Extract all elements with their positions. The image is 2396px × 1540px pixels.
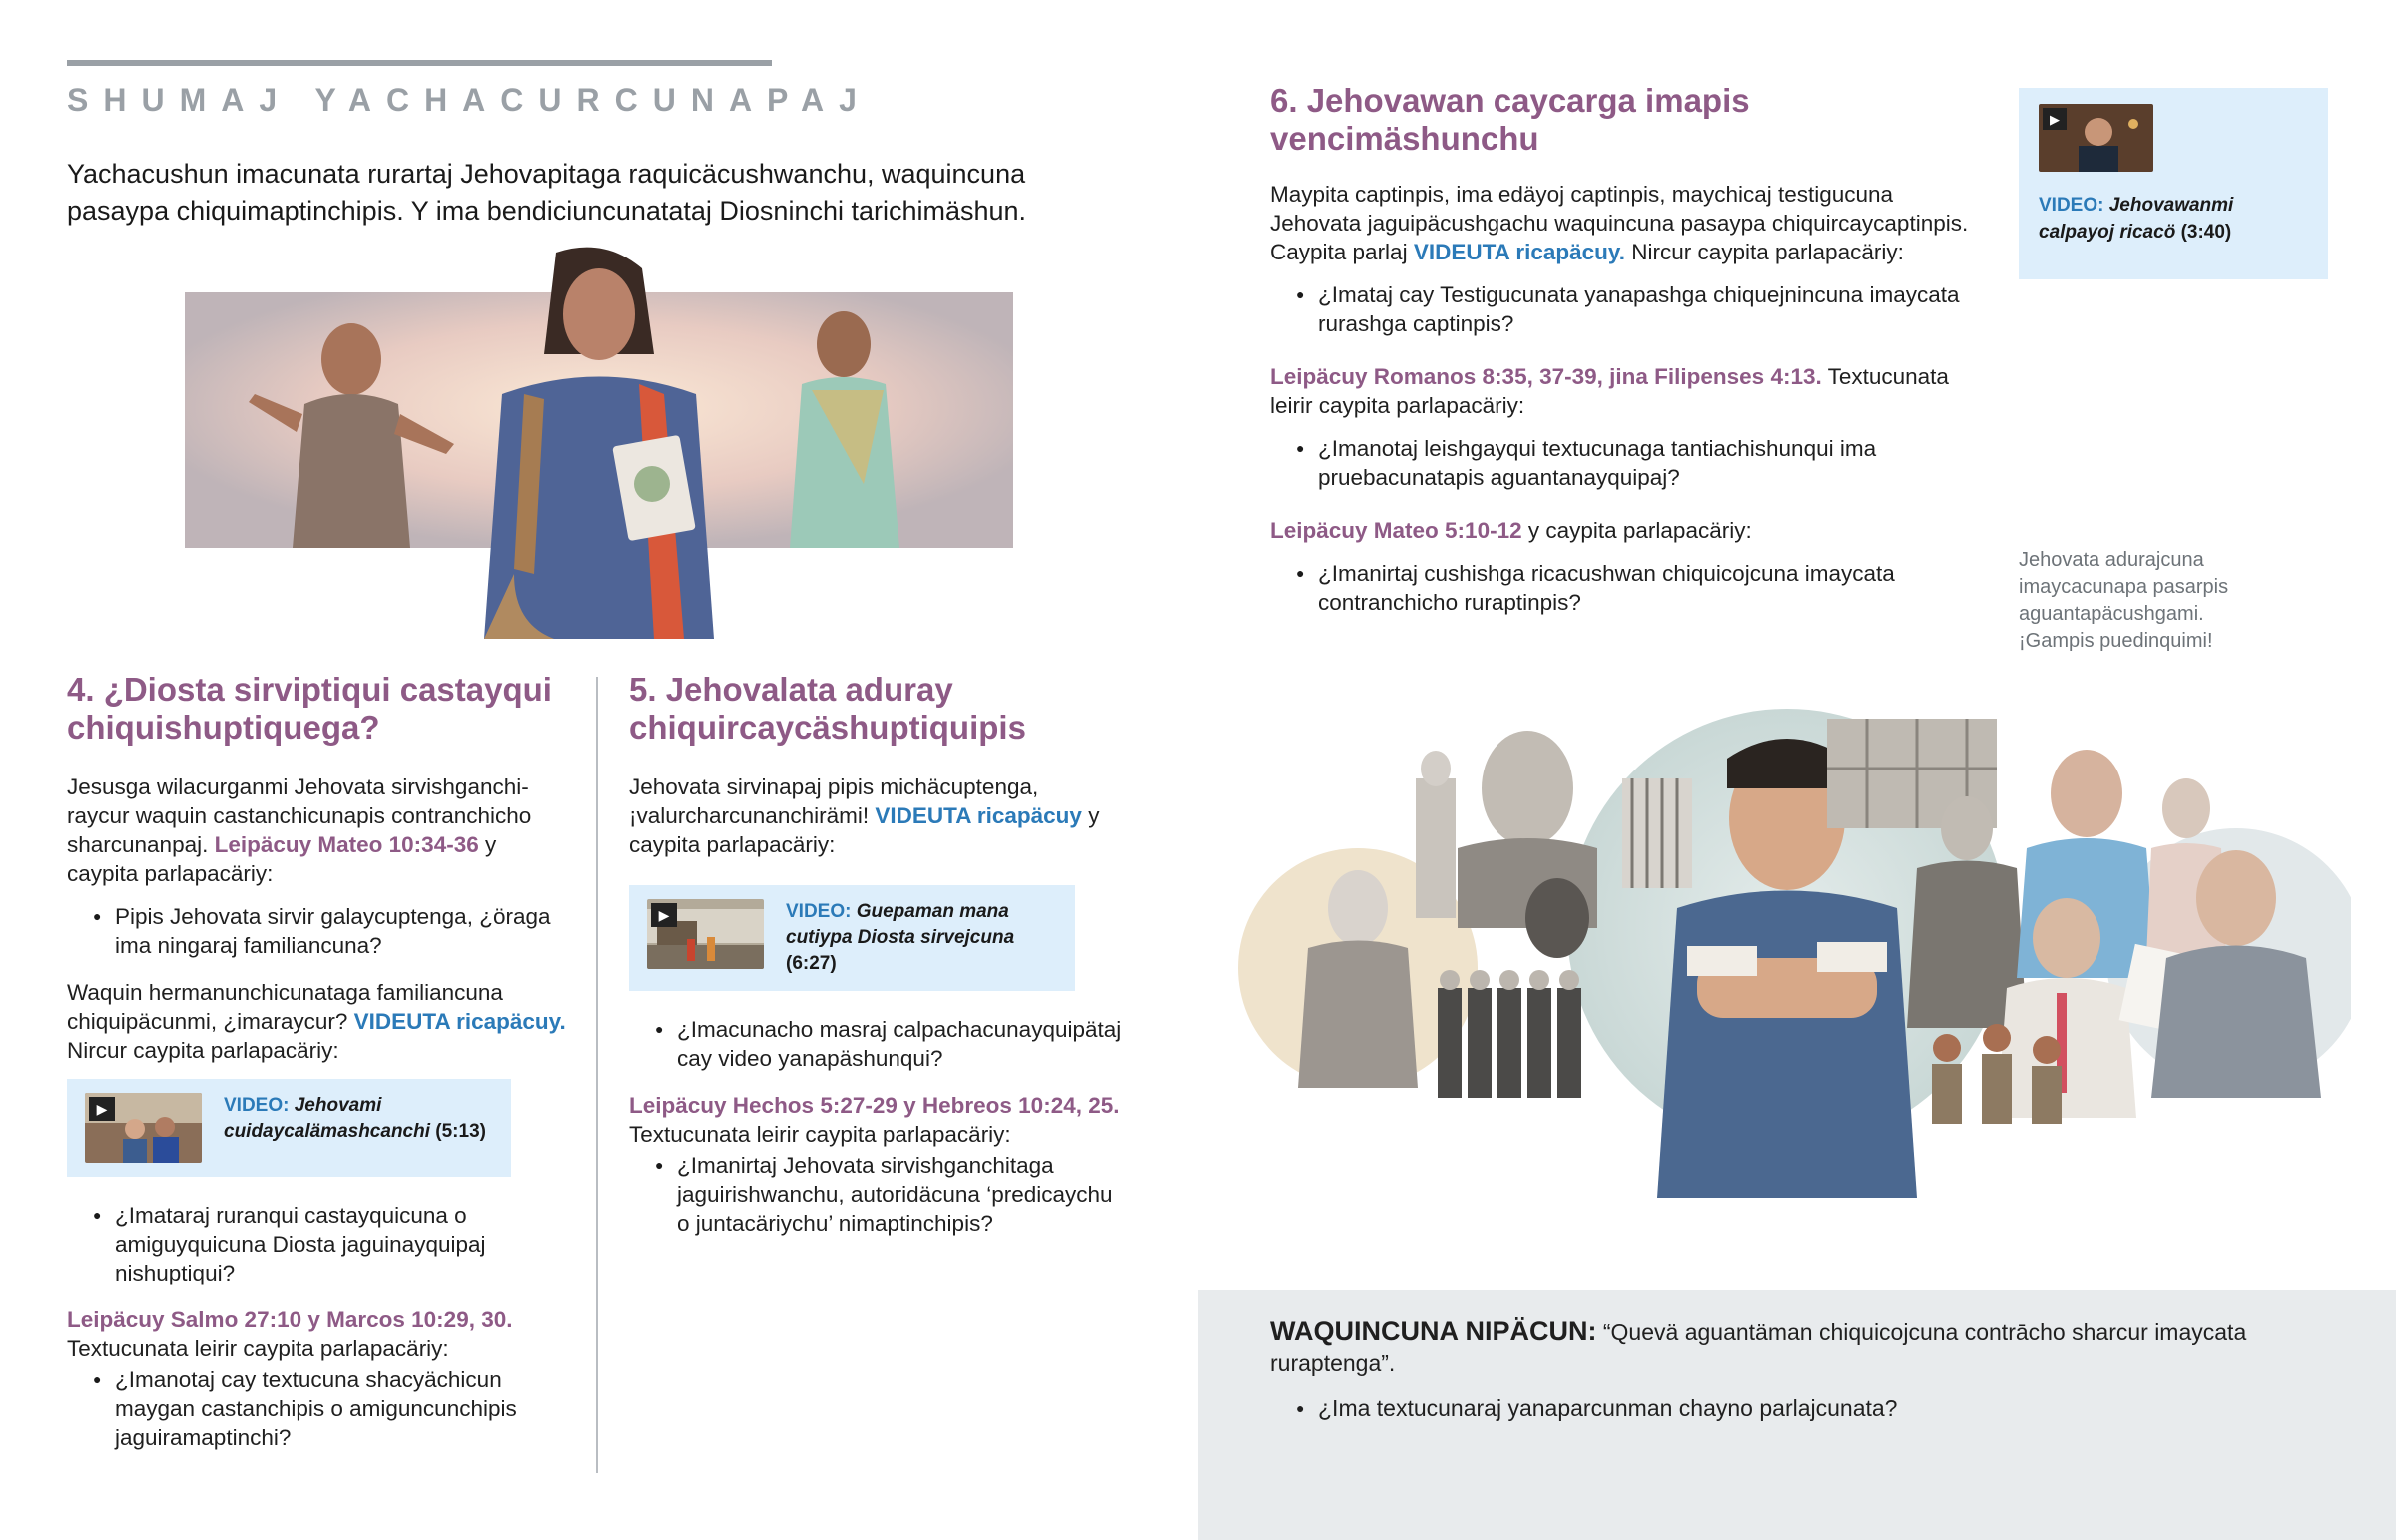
- video-thumbnail[interactable]: [647, 899, 764, 969]
- paragraph-text: Jehovata sirvinapaj pipis michäcuptenga, ¡valurcharcunanchirämi!: [629, 774, 1039, 828]
- scripture-reference[interactable]: Leipäcuy Romanos 8:35, 37-39, jina Filipenses 4:13.: [1270, 364, 1822, 389]
- scripture-reference[interactable]: Leipäcuy Hechos 5:27-29 y Hebreos 10:24, 25.: [629, 1093, 1120, 1118]
- discussion-question: ● ¿Imanirtaj cushishga ricacushwan chiquicojcuna imaycata contranchicho ruraptinpis?: [1270, 559, 1969, 617]
- paragraph-text: Jesusga wilacurganmi Jehovata sirvishganchi-raycur waquin castanchicunapis contranchicho sharcunanpaj.: [67, 774, 532, 857]
- video-card[interactable]: [2019, 88, 2328, 279]
- video-title: Jehovawanmi calpayoj ricacö: [2039, 195, 2234, 243]
- video-caption: [2039, 192, 2308, 246]
- section-5-paragraph: [629, 772, 1128, 859]
- discussion-question: ● ¿Ima textucunaraj yanaparcunman chayno parlajcunata?: [1270, 1393, 2328, 1424]
- paragraph-text: Textucunata leirir caypita parlapacäriy:: [629, 1122, 1011, 1147]
- question-list: [629, 1151, 1128, 1238]
- video-card[interactable]: [629, 885, 1075, 991]
- video-thumbnail[interactable]: [85, 1093, 202, 1163]
- section-4: [67, 671, 566, 1470]
- question-list: [1270, 280, 1969, 338]
- discussion-question: ● ¿Imanotaj cay textucuna shacyächicun maygan castanchipis o amiguncunchipis jaguiramaptinchi?: [67, 1365, 566, 1452]
- discussion-question: ● Pipis Jehovata sirvir galaycuptenga, ¿öraga ima ningaraj familiancuna?: [67, 902, 566, 960]
- video-thumbnail[interactable]: [2039, 104, 2153, 172]
- video-duration: (6:27): [786, 953, 837, 974]
- section-4-title: 4. ¿Diosta sirviptiqui castayqui chiquishuptiquega?: [67, 671, 552, 746]
- header-rule: [67, 60, 772, 66]
- section-6-reading: [1270, 362, 1969, 420]
- objection-box: [1198, 1290, 2396, 1540]
- section-6-paragraph: [1270, 180, 1969, 266]
- video-label: VIDEO:: [786, 901, 852, 922]
- objection-content: [1270, 1316, 2328, 1424]
- question-list: [629, 1015, 1128, 1073]
- discussion-question: ● ¿Imacunacho masraj calpachacunayquipätaj cay video yanapäshunqui?: [629, 1015, 1128, 1073]
- question-list: [67, 902, 566, 960]
- question-list: [67, 1365, 566, 1452]
- section-6: [1270, 82, 1969, 635]
- objection-quote: “Quevä aguantäman chiquicojcuna contrācho sharcur imaycata ruraptenga”.: [1270, 1319, 2247, 1376]
- video-link[interactable]: VIDEUTA ricapäcuy.: [353, 1009, 566, 1034]
- discussion-question: ● ¿Imataj cay Testigucunata yanapashga chiquejnincuna imaycata rurashga captinpis?: [1270, 280, 1969, 338]
- illustration-caption: Jehovata adurajcuna imaycacunapa pasarpis aguantapäcushgami. ¡Gampis puedinquimi!: [2019, 549, 2229, 652]
- video-title: Jehovami cuidaycalämashcanchi: [224, 1095, 430, 1142]
- column-divider: [596, 677, 598, 1473]
- scripture-reference[interactable]: Leipäcuy Salmo 27:10 y Marcos 10:29, 30.: [67, 1307, 513, 1332]
- intro-paragraph: Yachacushun imacunata rurartaj Jehovapitaga raquicäcushwanchu, waquincuna pasaypa chiquimaptinchipis. Y ima bendiciuncunatataj Diosninchi tarichimäshun.: [67, 159, 1027, 226]
- faithful-witnesses-illustration: [1228, 699, 2351, 1218]
- discussion-question: ● ¿Imanotaj leishgayqui textucunaga tantiachishunqui ima pruebacunatapis aguantanayquipaj?: [1270, 434, 1969, 492]
- paragraph-text: y caypita parlapacäriy:: [629, 803, 1100, 857]
- video-card[interactable]: [67, 1079, 511, 1177]
- section-5-reading: [629, 1091, 1128, 1149]
- section-4-reading: [67, 1305, 566, 1363]
- scripture-reference[interactable]: Leipäcuy Mateo 10:34-36: [214, 832, 479, 857]
- video-label: VIDEO:: [224, 1095, 290, 1116]
- section-6-reading: [1270, 516, 1969, 545]
- paragraph-text: y caypita parlapacäriy:: [67, 832, 497, 886]
- play-icon[interactable]: ▶: [2043, 108, 2067, 130]
- question-list: [67, 1201, 566, 1287]
- section-6-title: 6. Jehovawan caycarga imapis vencimäshunchu: [1270, 82, 1750, 157]
- paragraph-text: Nircur caypita parlapacäriy:: [1624, 240, 1904, 264]
- discussion-question: ● ¿Imanirtaj Jehovata sirvishganchitaga jaguirishwanchu, autoridäcuna ‘predicaychu o juntacäriychu’ nimaptinchipis?: [629, 1151, 1128, 1238]
- objection-statement: [1270, 1316, 2328, 1379]
- video-caption: [786, 899, 1057, 977]
- question-list: [1270, 1393, 2328, 1424]
- question-list: [1270, 434, 1969, 492]
- section-5: [629, 671, 1128, 1256]
- section-5-title: 5. Jehovalata aduray chiquircaycäshuptiquipis: [629, 671, 1026, 746]
- paragraph-text: y caypita parlapacäriy:: [1521, 518, 1752, 543]
- paragraph-text: Waquin hermanunchicunataga familiancuna chiquipäcunmi, ¿imaraycur?: [67, 980, 503, 1034]
- section-4-paragraph: [67, 772, 566, 888]
- question-list: [1270, 559, 1969, 617]
- paragraph-text: Nircur caypita parlapacäriy:: [67, 1038, 339, 1063]
- scripture-reference[interactable]: Leipäcuy Mateo 5:10-12: [1270, 518, 1522, 543]
- video-link[interactable]: VIDEUTA ricapäcuy: [875, 803, 1082, 828]
- family-opposition-illustration: [185, 245, 1013, 639]
- video-link[interactable]: VIDEUTA ricapäcuy.: [1413, 240, 1625, 264]
- video-duration: (5:13): [435, 1121, 486, 1142]
- discussion-question: ● ¿Imataraj ruranqui castayquicuna o amiguyquicuna Diosta jaguinayquipaj nishuptiqui?: [67, 1201, 566, 1287]
- video-label: VIDEO:: [2039, 195, 2104, 216]
- objection-heading: WAQUINCUNA NIPÄCUN:: [1270, 1316, 1597, 1346]
- video-duration: (3:40): [2180, 222, 2232, 243]
- play-icon[interactable]: ▶: [651, 903, 677, 927]
- paragraph-text: Textucunata leirir caypita parlapacäriy:: [67, 1336, 449, 1361]
- video-caption: [224, 1093, 493, 1145]
- paragraph-text: Maypita captinpis, ima edäyoj captinpis, maychicaj testigucuna Jehovata jaguipäcushgachu waquincuna pasaypa chiquircaycaptinpis. Caypita parlaj: [1270, 182, 1969, 264]
- video-title: Guepaman mana cutiypa Diosta sirvejcuna: [786, 901, 1015, 948]
- section-4-paragraph: [67, 978, 566, 1065]
- play-icon[interactable]: ▶: [89, 1097, 115, 1121]
- paragraph-text: Textucunata leirir caypita parlapacäriy:: [1270, 364, 1949, 418]
- section-kicker: SHUMAJ YACHACURCUNAPAJ: [67, 82, 872, 118]
